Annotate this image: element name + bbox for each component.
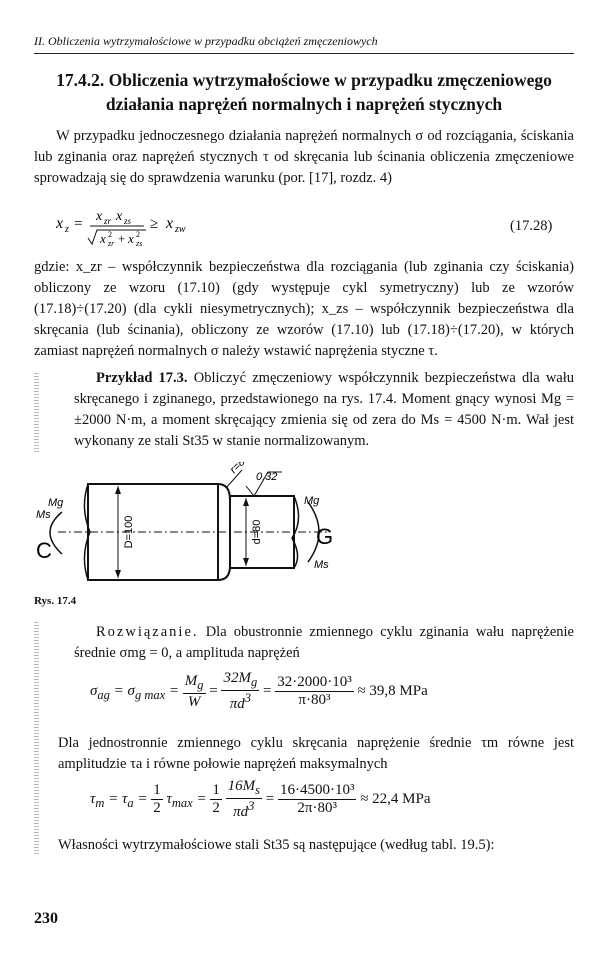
svg-text:zw: zw [175, 224, 186, 235]
equation-17-28-graphic [54, 200, 574, 250]
label-big-diameter: D=100 [123, 515, 135, 549]
equation-17-28 [54, 200, 574, 250]
figure-caption: Rys. 17.4 [34, 595, 77, 607]
section-title: 17.4.2. Obliczenia wytrzymałościowe w przypadku zmęczeniowego działania naprężeń normalnych i naprężeń stycznych [56, 70, 552, 114]
paragraph-intro: W przypadku jednoczesnego działania naprężeń normalnych σ od rozciągania, ściskania lub zginania oraz naprężeń stycznych τ od skręcania lub ścinania obliczenia zmęczeniowe sprowadzają się do sprawdzenia warunku (por. [17], rozdz. 4) [34, 128, 574, 186]
solution-label: Rozwiązanie. [96, 624, 199, 640]
header-rule [34, 53, 574, 54]
svg-text:z: z [65, 224, 69, 235]
label-moment-s-left: Ms [36, 509, 51, 521]
moment-s-symbol-right: G [316, 524, 334, 549]
svg-text:+: + [118, 231, 126, 246]
svg-text:x: x [128, 231, 134, 246]
svg-text:2: 2 [108, 230, 112, 239]
equation-number-17-28: (17.28) [510, 218, 553, 234]
running-header: II. Obliczenia wytrzymałościowe w przypadku obciążeń zmęczeniowych [34, 34, 378, 48]
paragraph-definitions: gdzie: x_zr – współczynnik bezpieczeństwa dla rozciągania (lub zginania czy ściskania) obliczony ze wzoru (17.10) (gdy występuje cykl symetryczny) lub ze wzorów (17.18)÷(17.20) (dla cykli niesymetrycznych); x_zs – współczynnik bezpieczeństwa dla skręcania (lub ścinania), obliczony ze wzorów (17.10) lub (17.18)÷(17.20), w których zamiast naprężeń normalnych σ należy wstawić naprężenia styczne τ. [34, 259, 574, 359]
equation-bending-amplitude: $\sigma_{ag} = \sigma_{g max}$ = $\frac{M_g}{W}$ = $\frac{32M_g}{\pi d^3}$ = $\frac{\text{32·2000·10³}}{\text{π·80³}}$ ≈ 39,8 MPa [90, 670, 428, 712]
eq3-denominator: 2π·80³ [297, 800, 337, 816]
svg-text:x: x [166, 215, 174, 232]
equation-torsion-amplitude: $\tau_m = \tau_a$ = $\frac{1}{2}$ $\tau_{max}$ = $\frac{1}{2}$ $\frac{16M_s}{\pi d^3}$ = $\frac{\text{16·4500·10³}}{\text{2π·80³}}$ ≈ 22,4 MPa [90, 778, 431, 820]
example-paragraph [74, 368, 574, 452]
svg-text:zr: zr [108, 239, 115, 248]
shaft-drawing [34, 462, 574, 592]
solution-sidebar [34, 622, 39, 854]
eq3-result: ≈ 22,4 MPa [360, 790, 431, 807]
svg-text:x: x [116, 209, 123, 224]
label-moment-s-right: Ms [314, 559, 329, 571]
svg-text:zs: zs [136, 239, 143, 248]
label-small-diameter: d=80 [251, 519, 263, 545]
label-roughness: 0,32 [256, 471, 278, 483]
svg-text:=: = [74, 216, 83, 232]
svg-text:x: x [56, 215, 64, 232]
svg-text:≥: ≥ [150, 216, 159, 232]
eq2-denominator: π·80³ [298, 692, 331, 708]
label-radius: r=8 [227, 462, 248, 477]
solution-paragraph [74, 622, 574, 664]
paragraph-material: Własności wytrzymałościowe stali St35 są następujące (według tabl. 19.5): [58, 837, 495, 853]
shaft-figure [34, 462, 574, 592]
solution-text: Dla obustronnie zmiennego cyklu zginania wału naprężenie średnie σmg = 0, a amplituda naprężeń [74, 624, 574, 661]
example-sidebar [34, 372, 39, 452]
svg-text:x: x [96, 209, 103, 224]
label-moment-g-right: Mg [304, 495, 320, 507]
svg-text:2: 2 [136, 230, 140, 239]
paragraph-torsion: Dla jednostronnie zmiennego cyklu skręcania naprężenie średnie τm równe jest amplitudzie τa i równe połowie naprężeń maksymalnych [58, 735, 574, 772]
moment-s-symbol-left: C [36, 538, 52, 563]
label-moment-g-left: Mg [48, 497, 64, 509]
eq3-numerator: 16·4500·10³ [279, 782, 355, 798]
svg-text:zr: zr [104, 216, 112, 226]
example-label: Przykład 17.3. [96, 370, 188, 386]
example-text: Obliczyć zmęczeniowy współczynnik bezpieczeństwa dla wału skręcanego i zginanego, przedstawionego na rys. 17.4. Moment gnący wynosi Mg = ±2000 N·m, a moment skręcający zmienia się od zera do Ms = 4500 N·m. Wał jest wykonany ze stali St35 w stanie normalizowanym. [74, 370, 575, 449]
page-number: 230 [34, 910, 58, 927]
eq2-result: ≈ 39,8 MPa [357, 682, 428, 699]
eq2-numerator: 32·2000·10³ [277, 674, 352, 690]
svg-text:zs: zs [124, 216, 132, 226]
svg-text:x: x [100, 231, 106, 246]
